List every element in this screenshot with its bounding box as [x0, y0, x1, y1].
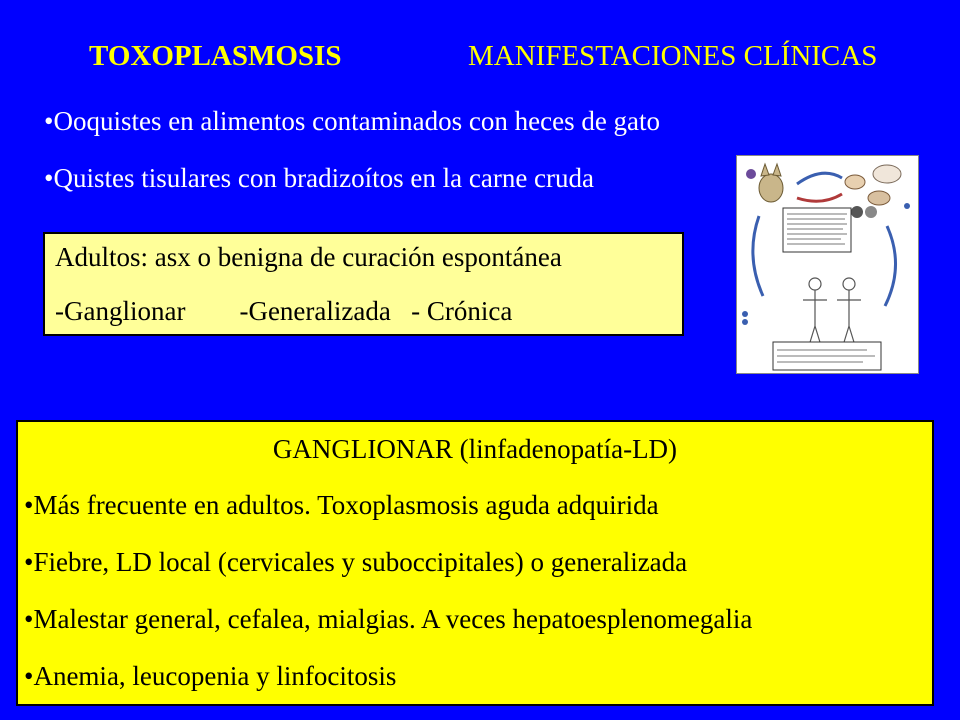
slide-subtitle: MANIFESTACIONES CLÍNICAS — [468, 40, 878, 72]
cat-icon — [746, 164, 783, 202]
ganglionar-title: GANGLIONAR (linfadenopatía-LD) — [272, 434, 678, 464]
ganglionar-item: •Fiebre, LD local (cervicales y suboccipitales) o generalizada — [24, 547, 688, 577]
adults-box — [43, 232, 684, 336]
adults-forms: -Ganglionar -Generalizada - Crónica — [55, 296, 513, 326]
slide-title: TOXOPLASMOSIS — [89, 40, 342, 72]
adults-description: Adultos: asx o benigna de curación espontánea — [55, 242, 562, 272]
life-cycle-diagram-icon — [736, 155, 919, 374]
bullet-ooquistes: •Ooquistes en alimentos contaminados con heces de gato — [44, 106, 661, 136]
life-cycle-diagram-graphic — [737, 156, 918, 373]
livestock-icon — [845, 165, 901, 205]
ganglionar-item: •Más frecuente en adultos. Toxoplasmosis aguda adquirida — [24, 490, 659, 520]
ganglionar-item: •Anemia, leucopenia y linfocitosis — [24, 661, 397, 691]
bullet-quistes: •Quistes tisulares con bradizoítos en la carne cruda — [44, 163, 595, 193]
human-figures-icon — [803, 278, 861, 352]
ganglionar-box — [16, 420, 934, 706]
ganglionar-item: •Malestar general, cefalea, mialgias. A veces hepatoesplenomegalia — [24, 604, 753, 634]
